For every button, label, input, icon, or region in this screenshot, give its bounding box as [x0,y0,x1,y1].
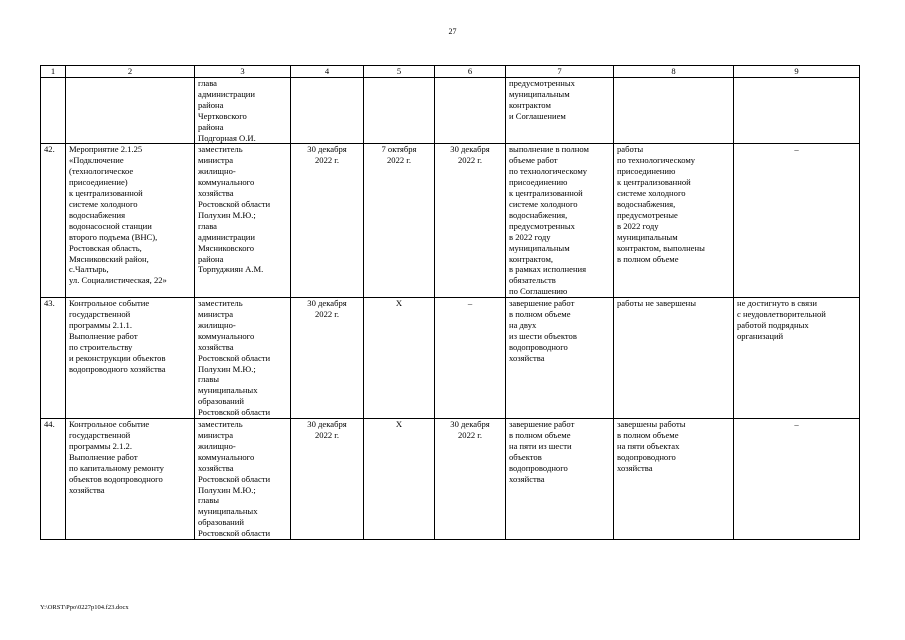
responsible-person: глава администрации района Чертковского района Подгорная О.И. [195,78,291,144]
reason [734,78,860,144]
table-row [41,144,860,298]
row-number: 42. [41,144,66,298]
reason: не достигнуто в связи с неудовлетворительной работой подрядных организаций [734,298,860,419]
planned-date: 30 декабря 2022 г. [291,298,364,419]
column-number: 3 [195,66,291,78]
page-number: 27 [448,27,457,36]
planned-result: завершение работ в полном объеме на пяти из шести объектов водопроводного хозяйства [506,419,614,540]
row-number: 44. [41,419,66,540]
column-number: 6 [435,66,506,78]
actual-result: завершены работы в полном объеме на пяти объектах водопроводного хозяйства [614,419,734,540]
planned-date [291,78,364,144]
column-number-row [41,66,860,78]
column-number: 7 [506,66,614,78]
table-row [41,298,860,419]
actual-result: работы не завершены [614,298,734,419]
table-row [41,78,860,144]
planned-date: 30 декабря 2022 г. [291,419,364,540]
column-number: 8 [614,66,734,78]
actual-start-date [364,78,435,144]
actual-start-date: 7 октября 2022 г. [364,144,435,298]
actual-end-date: – [435,298,506,419]
report-table [40,65,860,540]
planned-result: завершение работ в полном объеме на двух из шести объектов водопроводного хозяйства [506,298,614,419]
responsible-person: заместитель министра жилищно- коммунального хозяйства Ростовской области Полухин М.Ю.; глава администрации Мясниковского района Торпуджиян А.М. [195,144,291,298]
responsible-person: заместитель министра жилищно- коммунального хозяйства Ростовской области Полухин М.Ю.; главы муниципальных образований Ростовской области [195,298,291,419]
event-name: Контрольное событие государственной программы 2.1.2. Выполнение работ по капитальному ремонту объектов водопроводного хозяйства [66,419,195,540]
event-name: Контрольное событие государственной программы 2.1.1. Выполнение работ по строительству и реконструкции объектов водопроводного хозяйства [66,298,195,419]
planned-result: выполнение в полном объеме работ по технологическому присоединению к централизованной системе холодного водоснабжения, предусмотренных в 2022 году муниципальным контрактом, в рамках исполнения обязательств по Соглашению [506,144,614,298]
event-name [66,78,195,144]
planned-date: 30 декабря 2022 г. [291,144,364,298]
column-number: 5 [364,66,435,78]
column-number: 9 [734,66,860,78]
row-number: 43. [41,298,66,419]
actual-end-date [435,78,506,144]
column-number: 4 [291,66,364,78]
actual-result [614,78,734,144]
reason: – [734,144,860,298]
column-number: 1 [41,66,66,78]
row-number [41,78,66,144]
column-number: 2 [66,66,195,78]
planned-result: предусмотренных муниципальным контрактом и Соглашением [506,78,614,144]
file-path-footer: Y:\ORST\Ppo\0227p104.f23.docx [40,604,129,611]
actual-start-date: Х [364,298,435,419]
actual-end-date: 30 декабря 2022 г. [435,144,506,298]
actual-result: работы по технологическому присоединению к централизованной системе холодного водоснабжения, предусмотреные в 2022 году муниципальным контрактом, выполнены в полном объеме [614,144,734,298]
event-name: Мероприятие 2.1.25 «Подключение (технологическое присоединение) к централизованной системе холодного водоснабжения водонасосной станции второго подъема (ВНС), Ростовская область, Мясниковский район, с.Чалтырь, ул. Социалистическая, 22» [66,144,195,298]
responsible-person: заместитель министра жилищно- коммунального хозяйства Ростовской области Полухин М.Ю.; главы муниципальных образований Ростовской области [195,419,291,540]
actual-start-date: Х [364,419,435,540]
actual-end-date: 30 декабря 2022 г. [435,419,506,540]
reason: – [734,419,860,540]
table-row [41,419,860,540]
